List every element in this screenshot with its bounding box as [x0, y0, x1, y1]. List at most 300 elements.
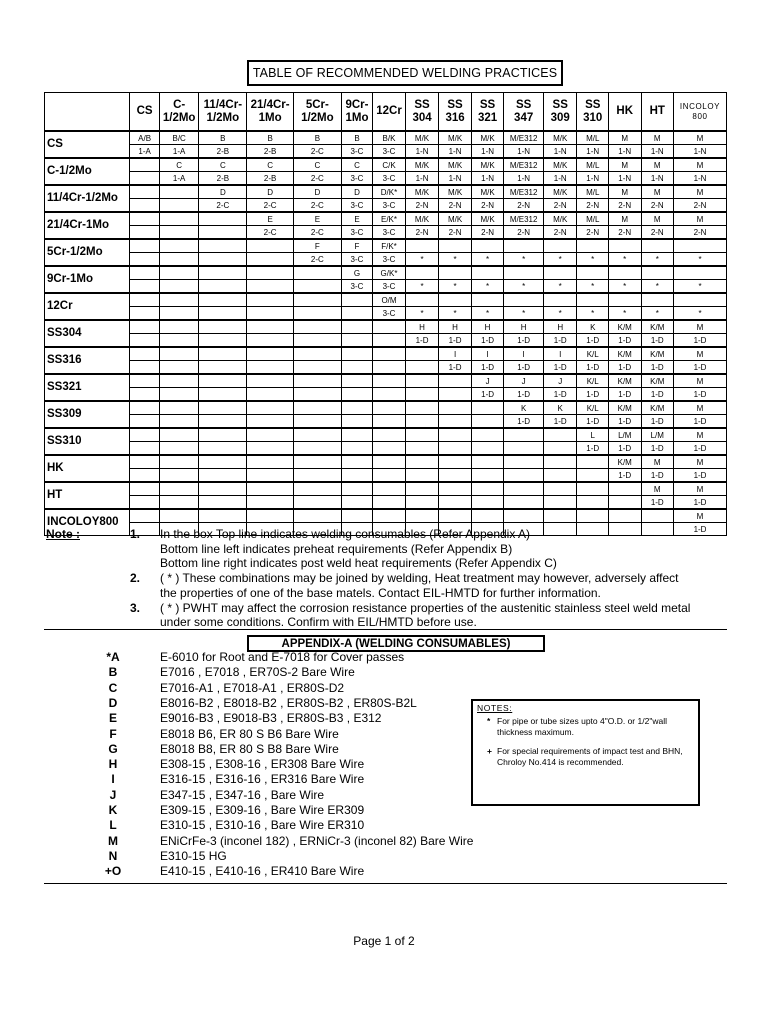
table-cell [341, 320, 373, 334]
table-cell [130, 266, 159, 280]
table-cell [641, 509, 674, 523]
table-cell [543, 469, 577, 483]
table-cell [577, 293, 609, 307]
table-cell: M/L [577, 212, 609, 226]
table-cell: B [247, 131, 294, 145]
table-cell: 2-N [504, 199, 544, 213]
table-cell: 1-A [159, 172, 199, 186]
table-cell: 3-C [373, 253, 406, 267]
table-cell [247, 442, 294, 456]
table-cell: M/K [439, 212, 472, 226]
table-cell: M/K [471, 158, 504, 172]
table-cell [293, 334, 341, 348]
note-line: the properties of one of the base matels. Contact EIL-HMTD for further information. [160, 585, 601, 600]
table-cell: 1-D [641, 469, 674, 483]
table-cell [293, 347, 341, 361]
table-cell: * [405, 253, 439, 267]
table-cell [293, 401, 341, 415]
row-label: INCOLOY800 [45, 509, 130, 536]
row-label: C-1/2Mo [45, 158, 130, 185]
table-cell [247, 320, 294, 334]
table-cell: M/E312 [504, 158, 544, 172]
table-cell [439, 509, 472, 523]
table-cell [130, 388, 159, 402]
column-header: 12Cr [373, 93, 406, 132]
table-cell: * [641, 307, 674, 321]
table-cell [471, 293, 504, 307]
table-cell: K/L [577, 347, 609, 361]
table-cell: * [504, 253, 544, 267]
table-cell: 3-C [373, 280, 406, 294]
table-cell: M [674, 347, 727, 361]
table-cell [199, 226, 247, 240]
table-cell [405, 293, 439, 307]
table-cell: * [471, 280, 504, 294]
table-cell [199, 347, 247, 361]
table-cell [471, 415, 504, 429]
table-cell [199, 469, 247, 483]
appendix-title: APPENDIX-A (WELDING CONSUMABLES) [247, 635, 545, 652]
table-cell: D [247, 185, 294, 199]
note-label: Note : [46, 527, 80, 541]
table-cell [293, 293, 341, 307]
table-cell: 1-D [504, 415, 544, 429]
table-cell: 3-C [373, 145, 406, 159]
table-row [45, 496, 727, 510]
table-cell [608, 239, 641, 253]
table-row [45, 172, 727, 186]
table-cell [130, 199, 159, 213]
table-cell: * [439, 253, 472, 267]
table-cell [373, 496, 406, 510]
table-cell [247, 469, 294, 483]
table-cell: 1-D [577, 361, 609, 375]
table-cell: I [471, 347, 504, 361]
table-cell [543, 509, 577, 523]
table-row [45, 374, 727, 388]
table-cell [130, 158, 159, 172]
table-cell [199, 455, 247, 469]
table-cell: H [543, 320, 577, 334]
table-cell [439, 266, 472, 280]
table-cell: M [608, 212, 641, 226]
table-cell [341, 415, 373, 429]
table-cell: 2-N [439, 226, 472, 240]
table-cell [439, 428, 472, 442]
table-row [45, 145, 727, 159]
table-cell: 1-D [471, 361, 504, 375]
table-cell: 3-C [373, 226, 406, 240]
table-cell [504, 442, 544, 456]
table-cell: K/M [641, 320, 674, 334]
table-cell [471, 239, 504, 253]
appendix-code: E [108, 711, 117, 726]
column-header: C- 1/2Mo [159, 93, 199, 132]
table-cell [159, 293, 199, 307]
table-cell [199, 482, 247, 496]
table-cell [130, 455, 159, 469]
table-cell: H [405, 320, 439, 334]
table-cell [159, 185, 199, 199]
table-cell: 1-D [674, 496, 727, 510]
appendix-text: E7016-A1 , E7018-A1 , ER80S-D2 [160, 680, 345, 695]
table-row [45, 280, 727, 294]
table-cell [341, 293, 373, 307]
table-cell: 1-D [608, 469, 641, 483]
table-cell [159, 455, 199, 469]
table-cell [504, 266, 544, 280]
table-cell [341, 428, 373, 442]
table-cell [641, 239, 674, 253]
table-cell [439, 455, 472, 469]
table-cell [247, 428, 294, 442]
table-cell: 2-N [674, 226, 727, 240]
table-cell [608, 496, 641, 510]
table-cell: 1-D [405, 334, 439, 348]
table-cell: M [674, 482, 727, 496]
table-cell: B/K [373, 131, 406, 145]
table-cell [504, 293, 544, 307]
table-cell: 2-N [471, 199, 504, 213]
table-cell [130, 496, 159, 510]
table-row [45, 320, 727, 334]
table-cell: 1-D [641, 361, 674, 375]
table-cell: 2-C [293, 172, 341, 186]
column-header: SS 316 [439, 93, 472, 132]
table-cell: 1-D [674, 442, 727, 456]
page-number: Page 1 of 2 [353, 934, 415, 948]
table-cell [130, 226, 159, 240]
table-cell: M/L [577, 158, 609, 172]
table-row [45, 388, 727, 402]
table-cell [341, 307, 373, 321]
table-cell: 1-D [641, 442, 674, 456]
table-cell: M [641, 158, 674, 172]
table-cell: M [674, 509, 727, 523]
table-cell [341, 509, 373, 523]
table-cell: 2-N [405, 199, 439, 213]
table-cell [341, 496, 373, 510]
table-cell [130, 293, 159, 307]
row-label: SS310 [45, 428, 130, 455]
table-cell [130, 253, 159, 267]
row-label: SS304 [45, 320, 130, 347]
table-cell [199, 266, 247, 280]
table-cell: M [641, 482, 674, 496]
table-cell: 1-N [577, 172, 609, 186]
table-cell: K [577, 320, 609, 334]
table-cell: K [543, 401, 577, 415]
table-cell: M/K [405, 185, 439, 199]
table-cell: M/K [471, 212, 504, 226]
table-cell: 1-A [159, 145, 199, 159]
table-cell: 1-D [504, 334, 544, 348]
table-cell: M/L [577, 131, 609, 145]
table-cell: * [471, 253, 504, 267]
table-cell: * [608, 307, 641, 321]
table-row [45, 415, 727, 429]
table-cell [159, 212, 199, 226]
table-cell: 2-N [674, 199, 727, 213]
table-cell [293, 415, 341, 429]
table-row [45, 131, 727, 145]
table-cell [341, 347, 373, 361]
table-cell: 1-D [577, 442, 609, 456]
table-row [45, 185, 727, 199]
table-cell [405, 415, 439, 429]
table-cell: * [641, 280, 674, 294]
table-cell [199, 428, 247, 442]
table-cell [199, 293, 247, 307]
table-cell [159, 347, 199, 361]
table-cell: L [577, 428, 609, 442]
appendix-code: I [111, 772, 115, 787]
table-cell: K/M [641, 347, 674, 361]
table-cell [247, 361, 294, 375]
table-cell: * [608, 280, 641, 294]
table-cell [159, 442, 199, 456]
table-cell [504, 428, 544, 442]
table-cell: D/K* [373, 185, 406, 199]
table-cell: 1-D [674, 388, 727, 402]
table-cell [130, 307, 159, 321]
row-label: CS [45, 131, 130, 158]
column-header: CS [130, 93, 159, 132]
table-cell [439, 374, 472, 388]
table-cell: 3-C [341, 199, 373, 213]
table-cell: 1-D [471, 388, 504, 402]
table-cell [199, 307, 247, 321]
table-cell [130, 347, 159, 361]
table-cell: M [608, 185, 641, 199]
row-label: 21/4Cr-1Mo [45, 212, 130, 239]
table-cell: 1-D [608, 415, 641, 429]
table-cell [543, 442, 577, 456]
table-row [45, 307, 727, 321]
note-number: 3. [130, 600, 141, 615]
table-cell [608, 509, 641, 523]
table-cell [439, 469, 472, 483]
table-cell [674, 266, 727, 280]
appendix-code: D [108, 695, 118, 710]
notes-box-item [487, 716, 697, 738]
note-line: Bottom line left indicates preheat requirements (Refer Appendix B) [160, 541, 513, 556]
table-cell [130, 509, 159, 523]
table-cell [373, 334, 406, 348]
table-cell [247, 401, 294, 415]
row-label: SS309 [45, 401, 130, 428]
table-cell [130, 428, 159, 442]
table-cell: M [674, 158, 727, 172]
table-cell [439, 239, 472, 253]
table-cell [405, 347, 439, 361]
table-cell: M/K [543, 158, 577, 172]
table-cell: C [159, 158, 199, 172]
table-cell: 3-C [341, 226, 373, 240]
table-cell: B [341, 131, 373, 145]
table-cell [543, 239, 577, 253]
note-line: Bottom line right indicates post weld heat requirements (Refer Appendix C) [160, 556, 557, 570]
table-cell: E [247, 212, 294, 226]
note-line: under some conditions. Confirm with EIL/HMTD before use. [160, 615, 477, 629]
note-line: ( * ) These combinations may be joined by welding, Heat treatment may however, adversely affect [160, 571, 679, 585]
table-cell [159, 199, 199, 213]
table-cell [159, 253, 199, 267]
table-cell [471, 401, 504, 415]
notes-box-text: For special requirements of impact test and BHN, Chroloy No.414 is recommended. [497, 746, 683, 767]
appendix-text: E308-15 , E308-16 , ER308 Bare Wire [160, 757, 365, 772]
table-cell: M/K [439, 131, 472, 145]
table-row [45, 266, 727, 280]
table-cell: * [577, 253, 609, 267]
table-cell [373, 509, 406, 523]
table-cell: 2-C [293, 253, 341, 267]
table-cell: 1-N [471, 172, 504, 186]
table-cell: 1-N [439, 145, 472, 159]
table-cell: G [341, 266, 373, 280]
table-cell [159, 307, 199, 321]
table-cell: M/K [405, 158, 439, 172]
table-cell: 1-D [439, 361, 472, 375]
table-cell: 2-N [543, 226, 577, 240]
table-cell: 2-B [247, 172, 294, 186]
table-cell: 2-N [608, 199, 641, 213]
table-cell [130, 334, 159, 348]
table-cell: C [293, 158, 341, 172]
table-cell: 2-N [504, 226, 544, 240]
table-cell: K/M [608, 374, 641, 388]
notes-box-text: For pipe or tube sizes upto 4"O.D. or 1/2"wall thickness maximum. [497, 716, 667, 737]
table-cell: M [641, 185, 674, 199]
table-cell: J [471, 374, 504, 388]
table-row [45, 361, 727, 375]
row-label: HK [45, 455, 130, 482]
table-cell: D [341, 185, 373, 199]
table-cell: M/K [471, 131, 504, 145]
table-cell: I [543, 347, 577, 361]
table-cell [247, 239, 294, 253]
table-cell [439, 388, 472, 402]
column-header: SS 347 [504, 93, 544, 132]
table-cell: 3-C [341, 253, 373, 267]
appendix-code: M [108, 833, 118, 848]
table-cell: 2-N [641, 226, 674, 240]
table-cell: M [674, 374, 727, 388]
appendix-text: E8018 B6, ER 80 S B6 Bare Wire [160, 726, 339, 741]
table-cell [577, 266, 609, 280]
row-label: SS321 [45, 374, 130, 401]
table-cell [247, 307, 294, 321]
note-line: In the box Top line indicates welding consumables (Refer Appendix A) [160, 527, 531, 541]
table-cell [159, 226, 199, 240]
appendix-text: E7016 , E7018 , ER70S-2 Bare Wire [160, 665, 355, 680]
table-cell [130, 401, 159, 415]
table-cell: B/C [159, 131, 199, 145]
table-cell: 2-B [199, 145, 247, 159]
column-header: SS 321 [471, 93, 504, 132]
table-cell: * [543, 280, 577, 294]
table-cell [341, 469, 373, 483]
table-cell [471, 469, 504, 483]
table-cell [130, 482, 159, 496]
table-cell: K/M [608, 401, 641, 415]
table-cell [373, 442, 406, 456]
table-cell [373, 401, 406, 415]
appendix-code: B [108, 665, 118, 680]
table-cell [405, 442, 439, 456]
table-cell: 1-D [641, 415, 674, 429]
table-cell: 1-D [641, 334, 674, 348]
table-cell: * [471, 307, 504, 321]
table-cell: E [293, 212, 341, 226]
table-cell: * [439, 307, 472, 321]
table-cell: 2-N [405, 226, 439, 240]
table-cell: C [341, 158, 373, 172]
table-cell: M [674, 401, 727, 415]
table-cell: 1-D [608, 361, 641, 375]
appendix-text: E8018 B8, ER 80 S B8 Bare Wire [160, 741, 339, 756]
table-cell [247, 266, 294, 280]
table-cell [199, 280, 247, 294]
table-cell: * [405, 280, 439, 294]
table-cell: 1-D [439, 334, 472, 348]
table-cell [405, 239, 439, 253]
table-cell [247, 509, 294, 523]
table-cell [405, 388, 439, 402]
notes-box [471, 699, 700, 806]
table-cell: * [577, 307, 609, 321]
table-cell: L/M [641, 428, 674, 442]
table-cell: M/E312 [504, 131, 544, 145]
table-cell [159, 401, 199, 415]
table-cell: 1-N [471, 145, 504, 159]
table-cell: 1-D [543, 361, 577, 375]
table-cell [504, 482, 544, 496]
row-label: 5Cr-1/2Mo [45, 239, 130, 266]
table-cell: 1-D [543, 388, 577, 402]
table-cell: C [199, 158, 247, 172]
table-cell [159, 280, 199, 294]
table-cell [504, 509, 544, 523]
table-cell: 1-N [674, 145, 727, 159]
column-header: HT [641, 93, 674, 132]
table-cell [373, 482, 406, 496]
table-cell [341, 334, 373, 348]
table-row [45, 347, 727, 361]
table-cell [543, 455, 577, 469]
table-cell: * [543, 307, 577, 321]
table-cell: * [641, 253, 674, 267]
table-cell [199, 253, 247, 267]
table-cell [199, 239, 247, 253]
column-header: INCOLOY 800 [674, 93, 727, 132]
table-cell [247, 347, 294, 361]
appendix-text: E9016-B3 , E9018-B3 , ER80S-B3 , E312 [160, 711, 382, 726]
table-cell [199, 415, 247, 429]
table-row [45, 428, 727, 442]
table-cell [471, 442, 504, 456]
column-header: 9Cr- 1Mo [341, 93, 373, 132]
table-cell [608, 293, 641, 307]
table-cell: M [608, 131, 641, 145]
table-cell: M/K [543, 212, 577, 226]
table-cell: 1-D [608, 388, 641, 402]
note-number: 1. [130, 527, 141, 541]
table-cell [405, 361, 439, 375]
appendix-code: F [109, 726, 117, 741]
row-label: 9Cr-1Mo [45, 266, 130, 293]
notes-box-marker: + [487, 746, 492, 756]
